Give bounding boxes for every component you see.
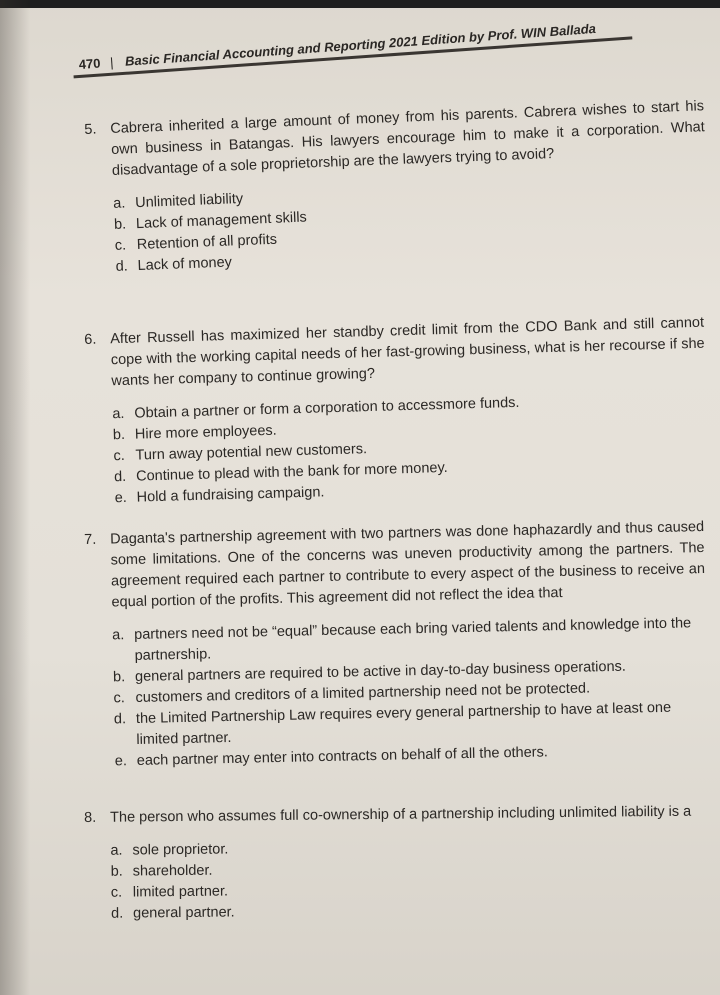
option-letter: d.: [111, 905, 124, 922]
book-title: Basic Financial Accounting and Reporting 2021 Edition by Prof. WIN Ballada: [124, 20, 597, 69]
option-letter: d.: [113, 711, 127, 728]
option-text: Hire more employees.: [134, 422, 277, 443]
question-number: 8.: [84, 809, 97, 826]
option-text: Unlimited liability: [134, 190, 244, 212]
option-text: Continue to plead with the bank for more money.: [135, 459, 448, 485]
header-separator: |: [109, 54, 114, 70]
option-letter: a.: [112, 405, 125, 423]
question-stem: [84, 96, 706, 183]
option-letter: c.: [114, 237, 127, 254]
option-letter: e.: [114, 753, 128, 770]
question-stem: [84, 802, 704, 829]
options-list: [112, 613, 709, 772]
page-header: [76, 0, 679, 82]
option-text: Obtain a partner or form a corporation to accessmore funds.: [134, 394, 520, 422]
option-letter: e.: [114, 489, 128, 507]
option-letter: b.: [113, 216, 127, 233]
page-number: 470: [78, 55, 101, 73]
option-letter: d.: [115, 258, 129, 275]
question-6: [84, 313, 709, 528]
question-text: Daganta's partnership agreement with two partners was done haphazardly and thus caused some limitations. One of the concerns was uneven productivity among the partners. The agreement required each partner to contribute to every aspect of the business to receive an equal portion of the profits. This agreement did not reflect the idea that: [110, 519, 706, 611]
question-text: Cabrera inherited a large amount of money from his parents. Cabrera wishes to start his own business in Batangas. His lawyers encourage him to make it a corporation. What disadvantage of a sole proprietorship are the lawyers trying to avoid?: [110, 98, 706, 179]
option-letter: b.: [112, 426, 126, 444]
option-text: customers and creditors of a limited partnership need not be protected.: [135, 680, 591, 706]
question-number: 6.: [84, 331, 97, 348]
option-letter: a.: [112, 195, 126, 212]
option-text: Turn away potential new customers.: [135, 441, 368, 464]
option-text: limited partner.: [132, 883, 229, 901]
question-stem: [84, 517, 706, 614]
option-text: Lack of management skills: [135, 209, 308, 233]
question-text: The person who assumes full co-ownership of a partnership including unlimited liability is a: [110, 803, 692, 826]
option-letter: c.: [113, 690, 125, 707]
question-text: After Russell has maximized her standby credit limit from the CDO Bank and still cannot cope with the working capital needs of her fast-growing business, what is her recourse if she wants her company to continue growing?: [110, 314, 705, 390]
option-text: Lack of money: [137, 254, 233, 275]
option-text: Retention of all profits: [136, 231, 278, 254]
option-text: the Limited Partnership Law requires every general partnership to have at least one limited partner.: [135, 699, 672, 748]
option-text: sole proprietor.: [132, 841, 229, 859]
option-text: general partner.: [133, 904, 235, 922]
left-shadow: [0, 0, 30, 995]
question-stem: [84, 313, 706, 393]
option-letter: b.: [110, 863, 123, 880]
option-letter: a.: [112, 627, 125, 644]
option-letter: a.: [110, 842, 123, 859]
question-number: 7.: [84, 531, 97, 548]
option-text: general partners are required to be active in day-to-day business operations.: [134, 658, 627, 685]
options-list: [112, 388, 709, 510]
option-letter: c.: [110, 884, 123, 901]
question-7: [84, 517, 709, 791]
question-number: 5.: [84, 121, 97, 138]
options-list: [110, 835, 705, 925]
option-letter: d.: [113, 468, 127, 486]
option-text: each partner may enter into contracts on behalf of all the others.: [136, 744, 549, 769]
option-text: partners need not be “equal” because each bring varied talents and knowledge into the partnership.: [134, 615, 692, 664]
option-text: Hold a fundraising campaign.: [136, 484, 325, 506]
question-5: [84, 96, 710, 297]
question-8: [84, 802, 705, 943]
options-list: [113, 171, 710, 278]
option-letter: c.: [113, 447, 126, 465]
option-text: shareholder.: [132, 862, 213, 880]
option-letter: b.: [112, 669, 126, 686]
